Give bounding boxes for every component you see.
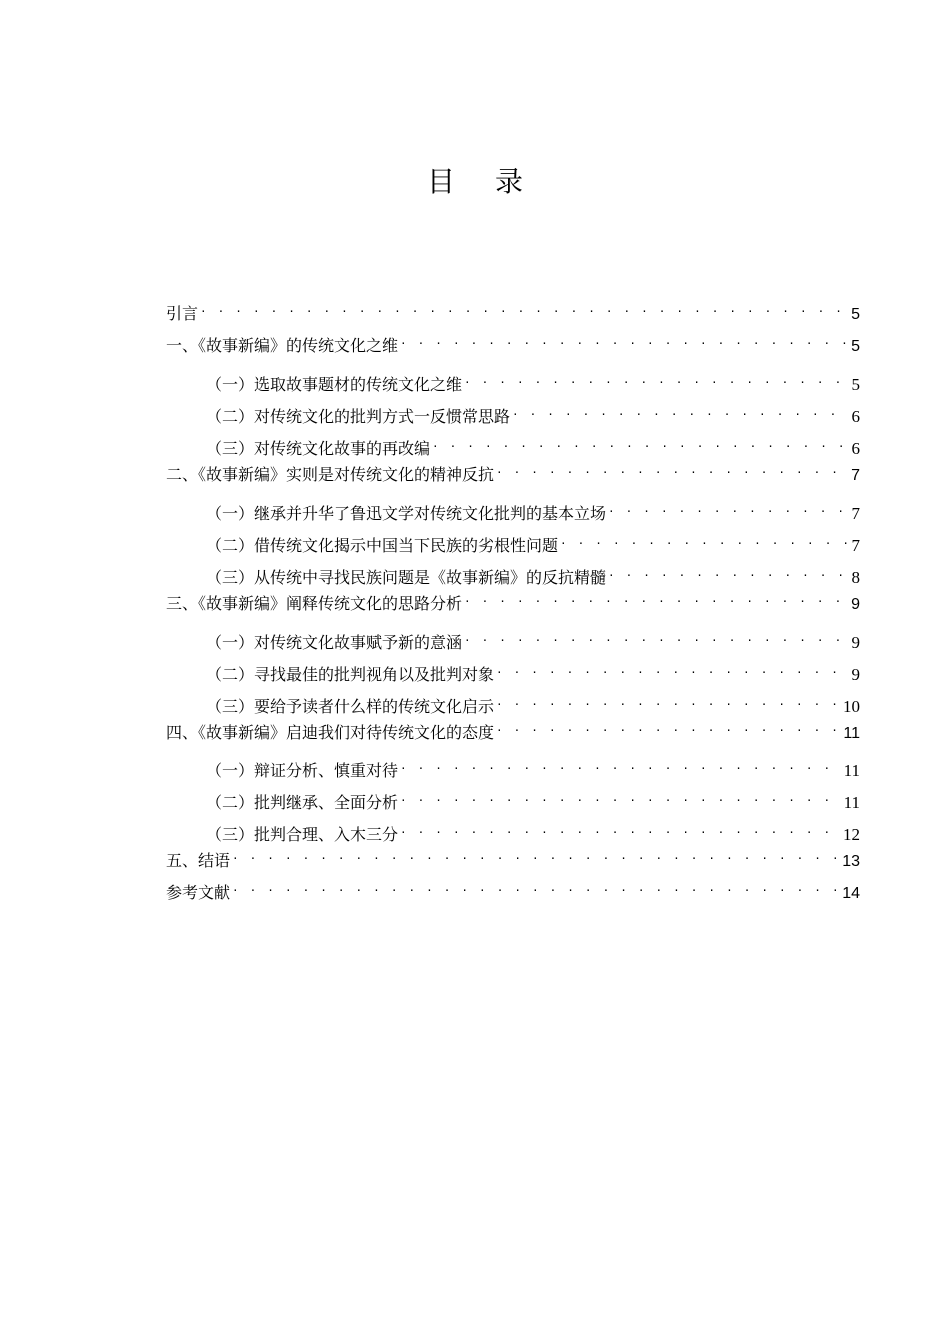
toc-entry-title: （三）批判合理、入木三分 (206, 825, 399, 844)
toc-page-number: 7 (851, 504, 860, 523)
toc-page-number: 9 (851, 633, 860, 652)
toc-entry-title: （一）辩证分析、慎重对待 (206, 761, 399, 780)
toc-page-number: 5 (851, 338, 860, 355)
toc-entry-section-2-2[interactable] (206, 527, 860, 555)
toc-dot-leader (608, 559, 848, 583)
toc-entry-title: （一）选取故事题材的传统文化之维 (206, 375, 463, 394)
toc-entry-conclusion[interactable] (166, 842, 860, 870)
toc-dot-leader (560, 527, 848, 551)
toc-dot-leader (232, 842, 840, 866)
toc-entry-chapter-4[interactable] (166, 714, 860, 742)
toc-entry-section-1-1[interactable] (206, 366, 860, 394)
toc-page-number: 6 (851, 439, 860, 458)
toc-entry-section-4-1[interactable] (206, 752, 860, 780)
toc-dot-leader (400, 327, 848, 351)
toc-dot-leader (496, 656, 848, 680)
toc-entry-title: （二）借传统文化揭示中国当下民族的劣根性问题 (206, 536, 559, 555)
toc-dot-leader (400, 752, 842, 776)
toc-entry-title: 参考文献 (166, 883, 231, 902)
toc-page-number: 14 (842, 885, 860, 902)
toc-entry-section-3-2[interactable] (206, 656, 860, 684)
toc-entry-title: 四、《故事新编》启迪我们对待传统文化的态度 (166, 723, 495, 742)
toc-entry-section-4-3[interactable] (206, 816, 860, 844)
toc-page-number: 10 (843, 697, 860, 716)
page-title: 目录 (426, 165, 563, 198)
toc-dot-leader (200, 295, 848, 319)
toc-entry-introduction[interactable] (166, 295, 860, 323)
toc-dot-leader (464, 366, 848, 390)
toc-entry-title: （二）寻找最佳的批判视角以及批判对象 (206, 665, 495, 684)
toc-entry-title: （三）从传统中寻找民族问题是《故事新编》的反抗精髓 (206, 568, 607, 587)
toc-entry-section-1-3[interactable] (206, 430, 860, 458)
toc-dot-leader (232, 874, 840, 898)
toc-entry-chapter-2[interactable] (166, 456, 860, 484)
toc-entry-title: 一、《故事新编》的传统文化之维 (166, 336, 399, 355)
toc-dot-leader (608, 495, 848, 519)
toc-dot-leader (496, 714, 841, 738)
toc-page-number: 5 (851, 375, 860, 394)
toc-page-number: 12 (843, 825, 860, 844)
toc-entry-section-3-1[interactable] (206, 624, 860, 652)
toc-dot-leader (400, 816, 841, 840)
toc-page-number: 7 (851, 467, 860, 484)
toc-entry-title: （一）对传统文化故事赋予新的意涵 (206, 633, 463, 652)
toc-entry-title: 五、结语 (166, 851, 231, 870)
toc-page-number: 13 (842, 853, 860, 870)
toc-page-number: 11 (843, 725, 860, 742)
toc-entry-section-1-2[interactable] (206, 398, 860, 426)
toc-dot-leader (400, 784, 842, 808)
toc-page-number: 9 (851, 665, 860, 684)
toc-entry-section-2-1[interactable] (206, 495, 860, 523)
toc-entry-title: （三）对传统文化故事的再改编 (206, 439, 431, 458)
toc-dot-leader (432, 430, 848, 454)
toc-dot-leader (496, 688, 841, 712)
toc-dot-leader (464, 585, 848, 609)
toc-page-number: 11 (843, 761, 860, 780)
toc-page-number: 9 (851, 596, 860, 613)
toc-entry-section-2-3[interactable] (206, 559, 860, 587)
toc-page-number: 6 (851, 407, 860, 426)
toc-entry-chapter-1[interactable] (166, 327, 860, 355)
toc-entry-section-3-3[interactable] (206, 688, 860, 716)
toc-entry-title: （三）要给予读者什么样的传统文化启示 (206, 697, 495, 716)
toc-page-number: 11 (843, 793, 860, 812)
toc-entry-title: （二）对传统文化的批判方式一反惯常思路 (206, 407, 511, 426)
toc-entry-title: 引言 (166, 304, 199, 323)
toc-page-number: 8 (851, 568, 860, 587)
toc-entry-references[interactable] (166, 874, 860, 902)
toc-dot-leader (512, 398, 848, 422)
toc-dot-leader (496, 456, 848, 480)
toc-entry-title: 二、《故事新编》实则是对传统文化的精神反抗 (166, 465, 495, 484)
toc-entry-section-4-2[interactable] (206, 784, 860, 812)
toc-dot-leader (464, 624, 848, 648)
toc-entry-title: 三、《故事新编》阐释传统文化的思路分析 (166, 594, 463, 613)
toc-entry-title: （二）批判继承、全面分析 (206, 793, 399, 812)
toc-page-number: 5 (851, 306, 860, 323)
toc-entry-title: （一）继承并升华了鲁迅文学对传统文化批判的基本立场 (206, 504, 607, 523)
toc-entry-chapter-3[interactable] (166, 585, 860, 613)
toc-page-number: 7 (851, 536, 860, 555)
